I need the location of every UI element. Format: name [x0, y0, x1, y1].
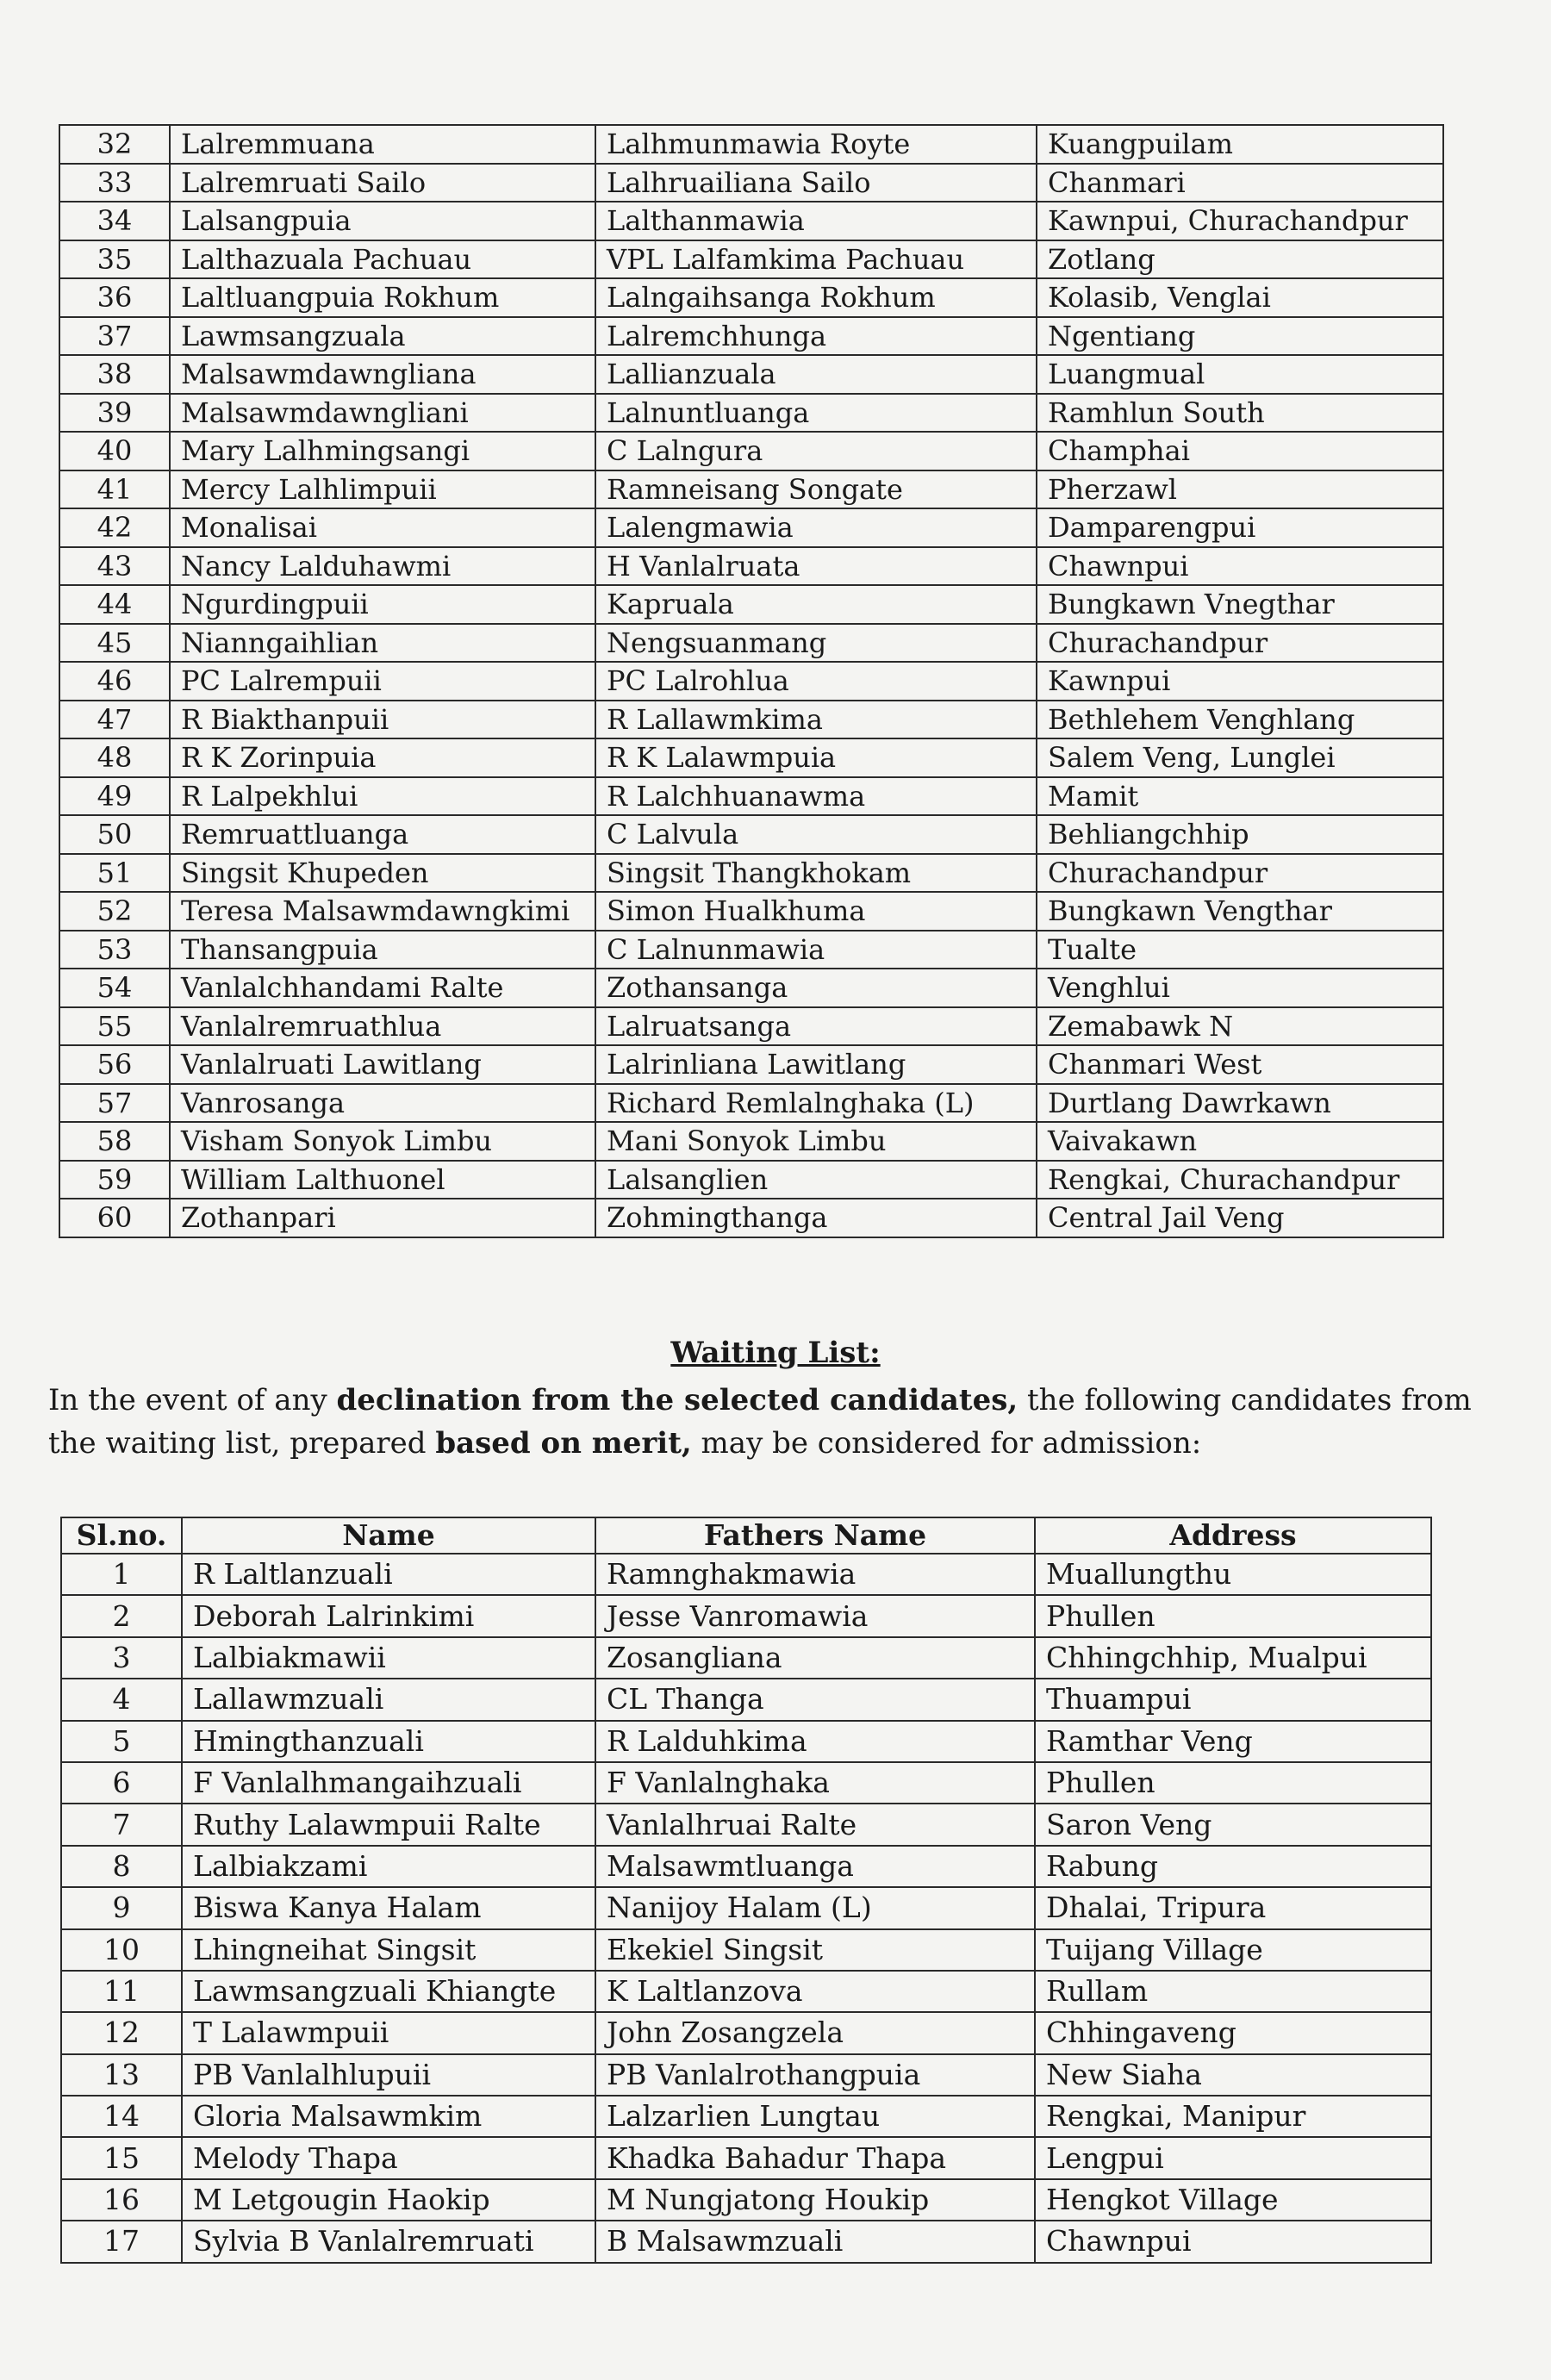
address-cell: Rengkai, Manipur — [1035, 2096, 1431, 2137]
serial-number-cell: 7 — [61, 1804, 182, 1845]
name-cell: Lalremmuana — [170, 125, 595, 164]
address-cell: Phullen — [1035, 1762, 1431, 1804]
fathers-name-cell: Malsawmtluanga — [595, 1846, 1035, 1887]
address-cell: Zemabawk N — [1037, 1007, 1443, 1046]
fathers-name-cell: Nanijoy Halam (L) — [595, 1887, 1035, 1928]
table-row — [59, 164, 1443, 202]
serial-number-cell: 60 — [59, 1199, 170, 1237]
table-row — [61, 2096, 1431, 2137]
fathers-name-cell: Lalhmunmawia Royte — [595, 125, 1037, 164]
fathers-name-cell: Jesse Vanromawia — [595, 1595, 1035, 1636]
name-cell: Vanlalremruathlua — [170, 1007, 595, 1046]
name-cell: Deborah Lalrinkimi — [182, 1595, 595, 1636]
address-cell: Chawnpui — [1035, 2221, 1431, 2262]
serial-number-cell: 15 — [61, 2137, 182, 2178]
serial-number-cell: 3 — [61, 1637, 182, 1679]
table-row — [59, 969, 1443, 1007]
table-row — [59, 470, 1443, 509]
address-cell: Chanmari West — [1037, 1045, 1443, 1084]
table-row — [59, 125, 1443, 164]
fathers-name-cell: Lalruatsanga — [595, 1007, 1037, 1046]
serial-number-cell: 10 — [61, 1929, 182, 1971]
name-cell: R K Zorinpuia — [170, 738, 595, 777]
fathers-name-cell: Ramnghakmawia — [595, 1554, 1035, 1595]
name-cell: Mary Lalhmingsangi — [170, 432, 595, 470]
table-row — [59, 701, 1443, 739]
serial-number-cell: 48 — [59, 738, 170, 777]
table-row — [59, 815, 1443, 854]
serial-number-cell: 32 — [59, 125, 170, 164]
address-cell: Rabung — [1035, 1846, 1431, 1887]
address-cell: Muallungthu — [1035, 1554, 1431, 1595]
name-cell: Biswa Kanya Halam — [182, 1887, 595, 1928]
table-row — [59, 1122, 1443, 1161]
serial-number-cell: 1 — [61, 1554, 182, 1595]
serial-number-cell: 4 — [61, 1679, 182, 1720]
fathers-name-cell: Zohmingthanga — [595, 1199, 1037, 1237]
address-cell: Mamit — [1037, 777, 1443, 816]
fathers-name-cell: Lalremchhunga — [595, 317, 1037, 356]
serial-number-cell: 58 — [59, 1122, 170, 1161]
serial-number-cell: 40 — [59, 432, 170, 470]
fathers-name-cell: C Lalvula — [595, 815, 1037, 854]
serial-number-cell: 9 — [61, 1887, 182, 1928]
fathers-name-cell: R Lalchhuanawma — [595, 777, 1037, 816]
serial-number-cell: 17 — [61, 2221, 182, 2262]
name-cell: Mercy Lalhlimpuii — [170, 470, 595, 509]
fathers-name-cell: Ekekiel Singsit — [595, 1929, 1035, 1971]
name-cell: Lalthazuala Pachuau — [170, 240, 595, 279]
name-cell: PB Vanlalhlupuii — [182, 2054, 595, 2096]
name-cell: Visham Sonyok Limbu — [170, 1122, 595, 1161]
serial-number-cell: 39 — [59, 394, 170, 433]
header-fathers-name: Fathers Name — [595, 1517, 1035, 1554]
name-cell: Lalbiakzami — [182, 1846, 595, 1887]
table-row — [61, 2179, 1431, 2221]
table-row — [59, 547, 1443, 586]
name-cell: Remruattluanga — [170, 815, 595, 854]
intro-bold-2: based on merit, — [435, 1426, 692, 1461]
serial-number-cell: 44 — [59, 585, 170, 624]
fathers-name-cell: PC Lalrohlua — [595, 662, 1037, 701]
name-cell: William Lalthuonel — [170, 1161, 595, 1199]
serial-number-cell: 46 — [59, 662, 170, 701]
table-row — [61, 2054, 1431, 2096]
serial-number-cell: 36 — [59, 278, 170, 317]
table-row — [59, 585, 1443, 624]
address-cell: Bungkawn Vengthar — [1037, 892, 1443, 931]
table-row — [59, 662, 1443, 701]
serial-number-cell: 5 — [61, 1721, 182, 1762]
table-row — [59, 240, 1443, 279]
address-cell: Central Jail Veng — [1037, 1199, 1443, 1237]
waiting-list-table — [60, 1517, 1432, 2264]
serial-number-cell: 13 — [61, 2054, 182, 2096]
serial-number-cell: 16 — [61, 2179, 182, 2221]
name-cell: R Lalpekhlui — [170, 777, 595, 816]
selected-candidates-body — [59, 125, 1443, 1237]
name-cell: Lalremruati Sailo — [170, 164, 595, 202]
fathers-name-cell: Lalthanmawia — [595, 202, 1037, 240]
address-cell: Phullen — [1035, 1595, 1431, 1636]
table-row — [59, 317, 1443, 356]
table-row — [59, 1161, 1443, 1199]
serial-number-cell: 42 — [59, 508, 170, 547]
name-cell: Melody Thapa — [182, 2137, 595, 2178]
address-cell: Ramhlun South — [1037, 394, 1443, 433]
name-cell: Teresa Malsawmdawngkimi — [170, 892, 595, 931]
table-row — [61, 1637, 1431, 1679]
fathers-name-cell: R Lallawmkima — [595, 701, 1037, 739]
address-cell: Ramthar Veng — [1035, 1721, 1431, 1762]
name-cell: Lhingneihat Singsit — [182, 1929, 595, 1971]
address-cell: Churachandpur — [1037, 624, 1443, 663]
address-cell: Churachandpur — [1037, 854, 1443, 893]
header-slno: Sl.no. — [61, 1517, 182, 1554]
serial-number-cell: 55 — [59, 1007, 170, 1046]
serial-number-cell: 47 — [59, 701, 170, 739]
serial-number-cell: 57 — [59, 1084, 170, 1123]
address-cell: Dhalai, Tripura — [1035, 1887, 1431, 1928]
fathers-name-cell: Mani Sonyok Limbu — [595, 1122, 1037, 1161]
fathers-name-cell: Nengsuanmang — [595, 624, 1037, 663]
name-cell: Vanrosanga — [170, 1084, 595, 1123]
address-cell: Hengkot Village — [1035, 2179, 1431, 2221]
fathers-name-cell: John Zosangzela — [595, 2012, 1035, 2053]
fathers-name-cell: Zothansanga — [595, 969, 1037, 1007]
fathers-name-cell: PB Vanlalrothangpuia — [595, 2054, 1035, 2096]
table-row — [59, 1045, 1443, 1084]
intro-text-1: In the event of any — [48, 1383, 337, 1417]
fathers-name-cell: Ramneisang Songate — [595, 470, 1037, 509]
serial-number-cell: 11 — [61, 1971, 182, 2012]
name-cell: Laltluangpuia Rokhum — [170, 278, 595, 317]
serial-number-cell: 41 — [59, 470, 170, 509]
address-cell: Salem Veng, Lunglei — [1037, 738, 1443, 777]
intro-bold-1: declination from the selected candidates, — [336, 1383, 1018, 1417]
name-cell: Lalsangpuia — [170, 202, 595, 240]
name-cell: R Biakthanpuii — [170, 701, 595, 739]
serial-number-cell: 56 — [59, 1045, 170, 1084]
address-cell: Rullam — [1035, 1971, 1431, 2012]
name-cell: Malsawmdawngliana — [170, 355, 595, 394]
fathers-name-cell: F Vanlalnghaka — [595, 1762, 1035, 1804]
name-cell: Sylvia B Vanlalremruati — [182, 2221, 595, 2262]
table-row — [59, 394, 1443, 433]
table-row — [59, 777, 1443, 816]
table-row — [61, 2221, 1431, 2262]
address-cell: Chawnpui — [1037, 547, 1443, 586]
fathers-name-cell: B Malsawmzuali — [595, 2221, 1035, 2262]
fathers-name-cell: Lallianzuala — [595, 355, 1037, 394]
fathers-name-cell: Lalnuntluanga — [595, 394, 1037, 433]
waiting-header-row — [61, 1517, 1431, 1554]
serial-number-cell: 53 — [59, 931, 170, 969]
table-row — [59, 624, 1443, 663]
address-cell: Kawnpui — [1037, 662, 1443, 701]
table-row — [61, 1846, 1431, 1887]
address-cell: Bethlehem Venghlang — [1037, 701, 1443, 739]
table-row — [59, 278, 1443, 317]
table-row — [59, 1084, 1443, 1123]
name-cell: Vanlalchhandami Ralte — [170, 969, 595, 1007]
fathers-name-cell: H Vanlalruata — [595, 547, 1037, 586]
fathers-name-cell: Vanlalhruai Ralte — [595, 1804, 1035, 1845]
table-row — [61, 1721, 1431, 1762]
table-row — [61, 1679, 1431, 1720]
name-cell: T Lalawmpuii — [182, 2012, 595, 2053]
serial-number-cell: 54 — [59, 969, 170, 1007]
address-cell: Zotlang — [1037, 240, 1443, 279]
name-cell: Hmingthanzuali — [182, 1721, 595, 1762]
fathers-name-cell: K Laltlanzova — [595, 1971, 1035, 2012]
fathers-name-cell: Lalsanglien — [595, 1161, 1037, 1199]
intro-text-3: may be considered for admission: — [691, 1426, 1202, 1461]
serial-number-cell: 6 — [61, 1762, 182, 1804]
address-cell: New Siaha — [1035, 2054, 1431, 2096]
serial-number-cell: 45 — [59, 624, 170, 663]
address-cell: Ngentiang — [1037, 317, 1443, 356]
table-row — [61, 1971, 1431, 2012]
fathers-name-cell: M Nungjatong Houkip — [595, 2179, 1035, 2221]
fathers-name-cell: Lalzarlien Lungtau — [595, 2096, 1035, 2137]
table-row — [61, 1762, 1431, 1804]
name-cell: Ruthy Lalawmpuii Ralte — [182, 1804, 595, 1845]
name-cell: Monalisai — [170, 508, 595, 547]
table-row — [61, 1595, 1431, 1636]
fathers-name-cell: Kapruala — [595, 585, 1037, 624]
table-row — [61, 2137, 1431, 2178]
name-cell: Nancy Lalduhawmi — [170, 547, 595, 586]
address-cell: Chanmari — [1037, 164, 1443, 202]
address-cell: Thuampui — [1035, 1679, 1431, 1720]
address-cell: Vaivakawn — [1037, 1122, 1443, 1161]
table-row — [61, 2012, 1431, 2053]
fathers-name-cell: Lalhruailiana Sailo — [595, 164, 1037, 202]
address-cell: Tuijang Village — [1035, 1929, 1431, 1971]
fathers-name-cell: Lalngaihsanga Rokhum — [595, 278, 1037, 317]
fathers-name-cell: Singsit Thangkhokam — [595, 854, 1037, 893]
table-row — [59, 1199, 1443, 1237]
serial-number-cell: 37 — [59, 317, 170, 356]
fathers-name-cell: R Lalduhkima — [595, 1721, 1035, 1762]
serial-number-cell: 34 — [59, 202, 170, 240]
serial-number-cell: 2 — [61, 1595, 182, 1636]
fathers-name-cell: Simon Hualkhuma — [595, 892, 1037, 931]
name-cell: PC Lalrempuii — [170, 662, 595, 701]
table-row — [59, 854, 1443, 893]
name-cell: Vanlalruati Lawitlang — [170, 1045, 595, 1084]
table-row — [61, 1929, 1431, 1971]
table-row — [59, 508, 1443, 547]
address-cell: Kolasib, Venglai — [1037, 278, 1443, 317]
fathers-name-cell: CL Thanga — [595, 1679, 1035, 1720]
name-cell: M Letgougin Haokip — [182, 2179, 595, 2221]
address-cell: Saron Veng — [1035, 1804, 1431, 1845]
address-cell: Kuangpuilam — [1037, 125, 1443, 164]
table-row — [59, 931, 1443, 969]
table-row — [59, 738, 1443, 777]
serial-number-cell: 43 — [59, 547, 170, 586]
address-cell: Behliangchhip — [1037, 815, 1443, 854]
address-cell: Luangmual — [1037, 355, 1443, 394]
address-cell: Venghlui — [1037, 969, 1443, 1007]
header-name: Name — [182, 1517, 595, 1554]
address-cell: Durtlang Dawrkawn — [1037, 1084, 1443, 1123]
table-row — [61, 1887, 1431, 1928]
address-cell: Kawnpui, Churachandpur — [1037, 202, 1443, 240]
name-cell: Singsit Khupeden — [170, 854, 595, 893]
fathers-name-cell: Lalrinliana Lawitlang — [595, 1045, 1037, 1084]
intro-text-2: the following candidates from the waiting list, prepared — [48, 1383, 1472, 1461]
fathers-name-cell: Khadka Bahadur Thapa — [595, 2137, 1035, 2178]
address-cell: Pherzawl — [1037, 470, 1443, 509]
name-cell: Nianngaihlian — [170, 624, 595, 663]
name-cell: Lalbiakmawii — [182, 1637, 595, 1679]
serial-number-cell: 38 — [59, 355, 170, 394]
fathers-name-cell: Lalengmawia — [595, 508, 1037, 547]
waiting-list-intro — [48, 1379, 1504, 1465]
waiting-list-heading: Waiting List: — [670, 1336, 881, 1370]
table-row — [61, 1554, 1431, 1595]
name-cell: Lawmsangzuala — [170, 317, 595, 356]
header-address: Address — [1035, 1517, 1431, 1554]
address-cell: Lengpui — [1035, 2137, 1431, 2178]
address-cell: Bungkawn Vnegthar — [1037, 585, 1443, 624]
address-cell: Chhingchhip, Mualpui — [1035, 1637, 1431, 1679]
name-cell: R Laltlanzuali — [182, 1554, 595, 1595]
serial-number-cell: 8 — [61, 1846, 182, 1887]
table-row — [61, 1804, 1431, 1845]
serial-number-cell: 59 — [59, 1161, 170, 1199]
fathers-name-cell: C Lalngura — [595, 432, 1037, 470]
address-cell: Chhingaveng — [1035, 2012, 1431, 2053]
address-cell: Tualte — [1037, 931, 1443, 969]
table-row — [59, 1007, 1443, 1046]
name-cell: Thansangpuia — [170, 931, 595, 969]
serial-number-cell: 52 — [59, 892, 170, 931]
serial-number-cell: 51 — [59, 854, 170, 893]
name-cell: F Vanlalhmangaihzuali — [182, 1762, 595, 1804]
fathers-name-cell: C Lalnunmawia — [595, 931, 1037, 969]
address-cell: Rengkai, Churachandpur — [1037, 1161, 1443, 1199]
serial-number-cell: 49 — [59, 777, 170, 816]
name-cell: Ngurdingpuii — [170, 585, 595, 624]
name-cell: Zothanpari — [170, 1199, 595, 1237]
serial-number-cell: 14 — [61, 2096, 182, 2137]
selected-candidates-table — [59, 124, 1444, 1238]
table-row — [59, 892, 1443, 931]
table-row — [59, 432, 1443, 470]
waiting-list-body — [61, 1554, 1431, 2263]
fathers-name-cell: Zosangliana — [595, 1637, 1035, 1679]
fathers-name-cell: Richard Remlalnghaka (L) — [595, 1084, 1037, 1123]
fathers-name-cell: R K Lalawmpuia — [595, 738, 1037, 777]
address-cell: Damparengpui — [1037, 508, 1443, 547]
table-row — [59, 202, 1443, 240]
serial-number-cell: 33 — [59, 164, 170, 202]
name-cell: Lawmsangzuali Khiangte — [182, 1971, 595, 2012]
table-row — [59, 355, 1443, 394]
fathers-name-cell: VPL Lalfamkima Pachuau — [595, 240, 1037, 279]
name-cell: Malsawmdawngliani — [170, 394, 595, 433]
serial-number-cell: 50 — [59, 815, 170, 854]
address-cell: Champhai — [1037, 432, 1443, 470]
serial-number-cell: 12 — [61, 2012, 182, 2053]
name-cell: Gloria Malsawmkim — [182, 2096, 595, 2137]
name-cell: Lallawmzuali — [182, 1679, 595, 1720]
serial-number-cell: 35 — [59, 240, 170, 279]
